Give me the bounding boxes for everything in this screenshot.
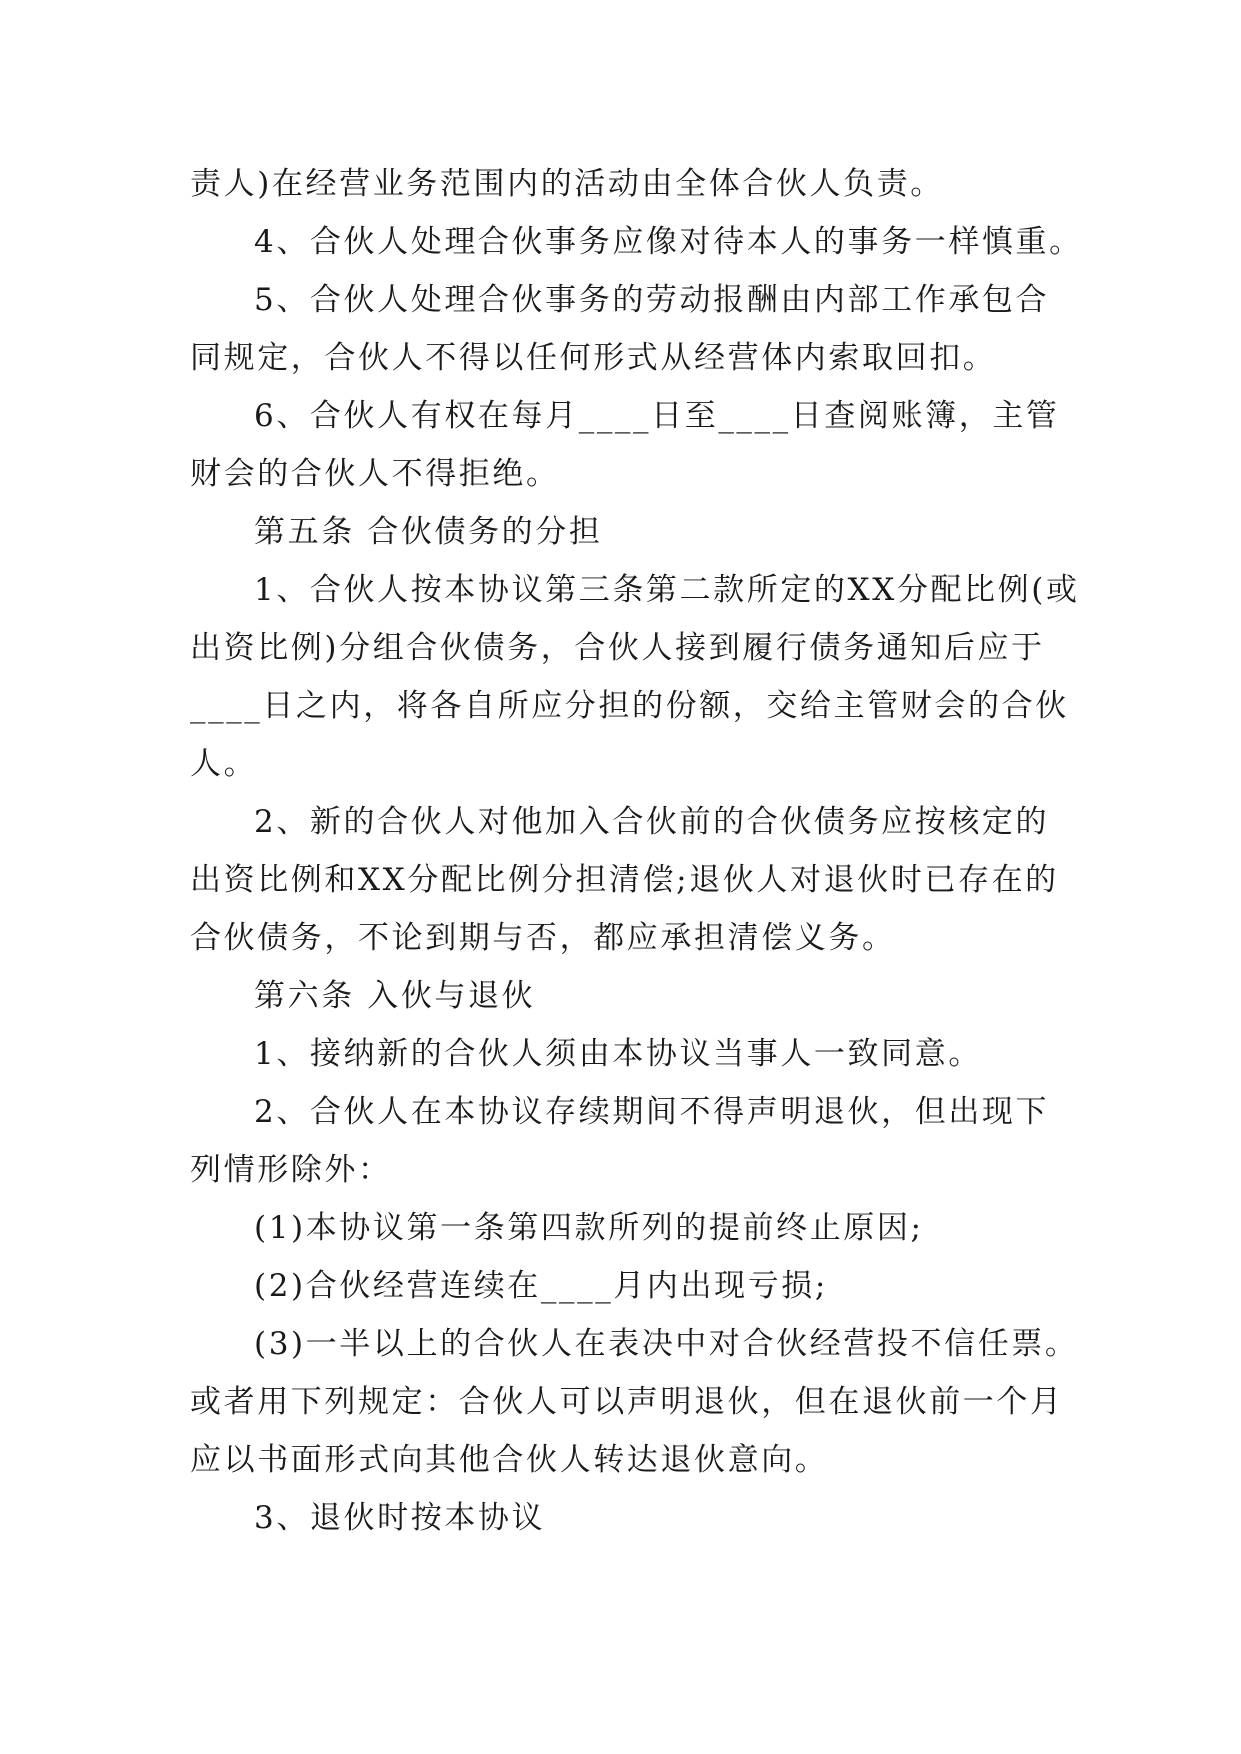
text-line: 出资比例和XX分配比例分担清偿;退伙人对退伙时已存在的	[190, 862, 1059, 898]
text-line: 2、合伙人在本协议存续期间不得声明退伙，但出现下	[254, 1094, 1050, 1130]
text-line: 列情形除外：	[190, 1152, 392, 1188]
text-line: 合伙债务，不论到期与否，都应承担清偿义务。	[190, 920, 896, 956]
text-line: 1、合伙人按本协议第三条第二款所定的XX分配比例(或	[254, 572, 1080, 608]
text-line: 人。	[190, 746, 258, 782]
text-line: (3)一半以上的合伙人在表决中对合伙经营投不信任票。	[254, 1326, 1079, 1362]
text-line: 1、接纳新的合伙人须由本协议当事人一致同意。	[254, 1036, 982, 1072]
text-line: 4、合伙人处理合伙事务应像对待本人的事务一样慎重。	[254, 224, 1083, 260]
text-line: (2)合伙经营连续在____月内出现亏损;	[254, 1268, 828, 1304]
text-line: 第五条 合伙债务的分担	[254, 514, 603, 550]
document-body	[190, 155, 1083, 1547]
text-line: 同规定，合伙人不得以任何形式从经营体内索取回扣。	[190, 340, 997, 376]
text-line: 第六条 入伙与退伙	[254, 978, 536, 1014]
text-line: 出资比例)分组合伙债务，合伙人接到履行债务通知后应于	[190, 630, 1045, 666]
text-line: 应以书面形式向其他合伙人转达退伙意向。	[190, 1442, 829, 1478]
text-line: 3、退伙时按本协议	[254, 1500, 546, 1536]
text-line: 或者用下列规定：合伙人可以声明退伙，但在退伙前一个月	[190, 1384, 1064, 1420]
text-line: 责人)在经营业务范围内的活动由全体合伙人负责。	[190, 166, 944, 202]
text-line: 2、新的合伙人对他加入合伙前的合伙债务应按核定的	[254, 804, 1050, 840]
text-line: (1)本协议第一条第四款所列的提前终止原因;	[254, 1210, 924, 1246]
text-line: ____日之内，将各自所应分担的份额，交给主管财会的合伙	[190, 688, 1069, 724]
text-line: 5、合伙人处理合伙事务的劳动报酬由内部工作承包合	[254, 282, 1050, 318]
text-line: 6、合伙人有权在每月____日至____日查阅账簿，主管	[254, 398, 1060, 434]
text-line: 财会的合伙人不得拒绝。	[190, 456, 560, 492]
